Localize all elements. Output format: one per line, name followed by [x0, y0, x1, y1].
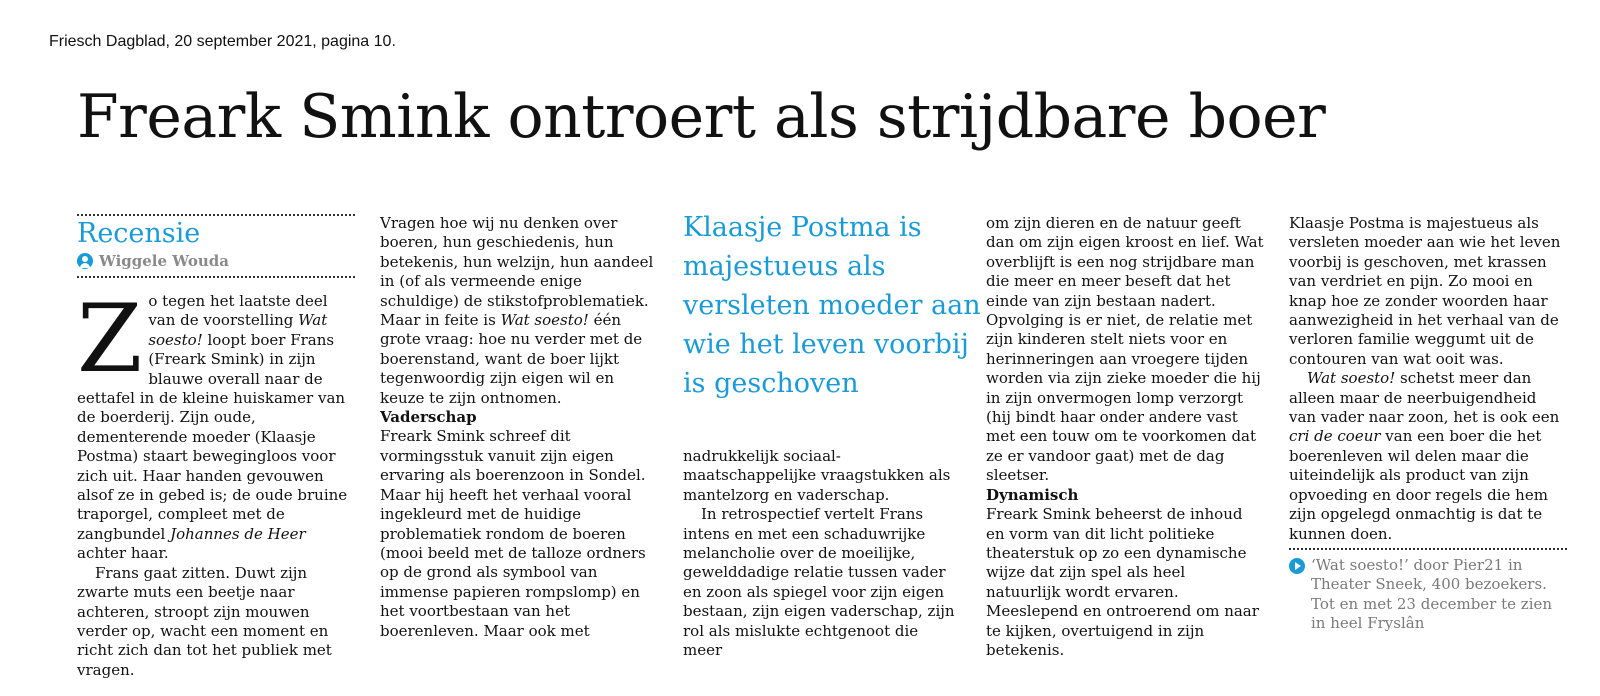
headline: Freark Smink ontroert als strijdbare boer [77, 82, 1326, 152]
paragraph: Freark Smink beheerst de inhoud en vorm van dit licht politieke theaterstuk op zo een dynamische wijze dat zijn spel als heel natuurlijk wordt ervaren. Meeslepend en ontroerend om naar te kijken, overtuigend in zijn betekenis. [986, 505, 1259, 659]
source-line: Friesch Dagblad, 20 september 2021, pagina 10. [49, 33, 396, 50]
byline [77, 250, 355, 272]
play-icon [1289, 558, 1305, 574]
article-column-1 [77, 214, 355, 680]
author-name: Wiggele Wouda [99, 252, 230, 270]
info-text: ‘Wat soesto!’ door Pier21 in Theater Sneek, 400 bezoekers. Tot en met 23 december te zien in heel Fryslân [1311, 555, 1553, 633]
divider [77, 214, 355, 216]
info-box [1289, 556, 1567, 634]
divider [1289, 548, 1567, 550]
paragraph: In retrospectief vertelt Frans intens en met een schaduwrijke melancholie over de moeilijke, gewelddadige relatie tussen vader en zoon als spiegel voor zijn eigen bestaan, zijn eigen vaderschap, zijn rol als mislukte echtgenoot die meer [683, 505, 955, 660]
paragraph: Zo tegen het laatste deel van de voorstelling Wat soesto! loopt boer Frans (Freark Smink) in zijn blauwe overall naar de eettafel in de kleine huiskamer van de boerderij. Zijn oude, dementerende moeder (Klaasje Postma) staart bewegingloos voor zich uit. Haar handen gevouwen alsof ze in gebed is; de oude bruine traporgel, compleet met de zangbundel Johannes de Heer achter haar. [77, 285, 348, 563]
paragraph: Freark Smink schreef dit vormingsstuk vanuit zijn eigen ervaring als boerenzoon in Sondel. Maar hij heeft het verhaal vooral ingekleurd met de huidige problematiek rondom de boeren (mooi beeld met de talloze ordners op de grond als symbool van immense papieren rompslomp) en het voortbestaan van het boerenleven. Maar ook met [380, 427, 646, 640]
article-column-4 [986, 214, 1264, 660]
paragraph: om zijn dieren en de natuur geeft dan om zijn eigen kroost en lief. Wat overblijft is een nog strijdbare man die meer en meer beseft dat het einde van zijn bestaan nadert. Opvolging is er niet, de relatie met zijn kinderen stelt niets voor en herinneringen aan vroegere tijden worden via zijn zieke moeder die hij in zijn onvermogen lomp verzorgt (hij bindt haar onder andere vast met een touw om te voorkomen dat ze er vandoor gaat) met de dag sleetser. [986, 214, 1264, 485]
subheading: Vaderschap [380, 408, 477, 427]
person-icon [77, 253, 93, 269]
drop-cap: Z [77, 285, 143, 394]
article-column-5 [1289, 214, 1567, 634]
article-column-3 [683, 447, 961, 660]
subheading: Dynamisch [986, 485, 1079, 504]
section-label: Recensie [77, 218, 201, 249]
paragraph: Vragen hoe wij nu denken over boeren, hun geschiedenis, hun betekenis, hun welzijn, hun aandeel in (of als vermeende enige schuldige) de stikstofproblematiek. Maar in feite is Wat soesto! één grote vraag: hoe nu verder met de boerenstand, want de boer lijkt tegenwoordig zijn eigen wil en keuze te zijn ontnomen. [380, 214, 654, 407]
paragraph: Klaasje Postma is majestueus als versleten moeder aan wie het leven voorbij is geschoven, met krassen van verdriet en pijn. Zo mooi en knap hoe ze zonder woorden haar aanwezigheid in het verhaal van de verloren familie weggumt uit de contouren van wat ooit was. [1289, 214, 1561, 368]
paragraph: Frans gaat zitten. Duwt zijn zwarte muts een beetje naar achteren, stroopt zijn mouwen verder op, wacht een moment en richt zich dan tot het publiek met vragen. [77, 563, 332, 679]
article-column-2 [380, 214, 658, 641]
paragraph: nadrukkelijk sociaal-maatschappelijke vraagstukken als mantelzorg en vaderschap. [683, 447, 951, 504]
paragraph: Wat soesto! schetst meer dan alleen maar de neerbuigendheid van vader naar zoon, het is ook een cri de coeur van een boer die het boerenleven wil delen maar die uiteindelijk als product van zijn opvoeding en door regels die hem zijn opgelegd onmachtig is dat te kunnen doen. [1289, 369, 1560, 543]
pull-quote: Klaasje Postma is majestueus als versleten moeder aan wie het leven voorbij is geschoven [683, 212, 981, 399]
